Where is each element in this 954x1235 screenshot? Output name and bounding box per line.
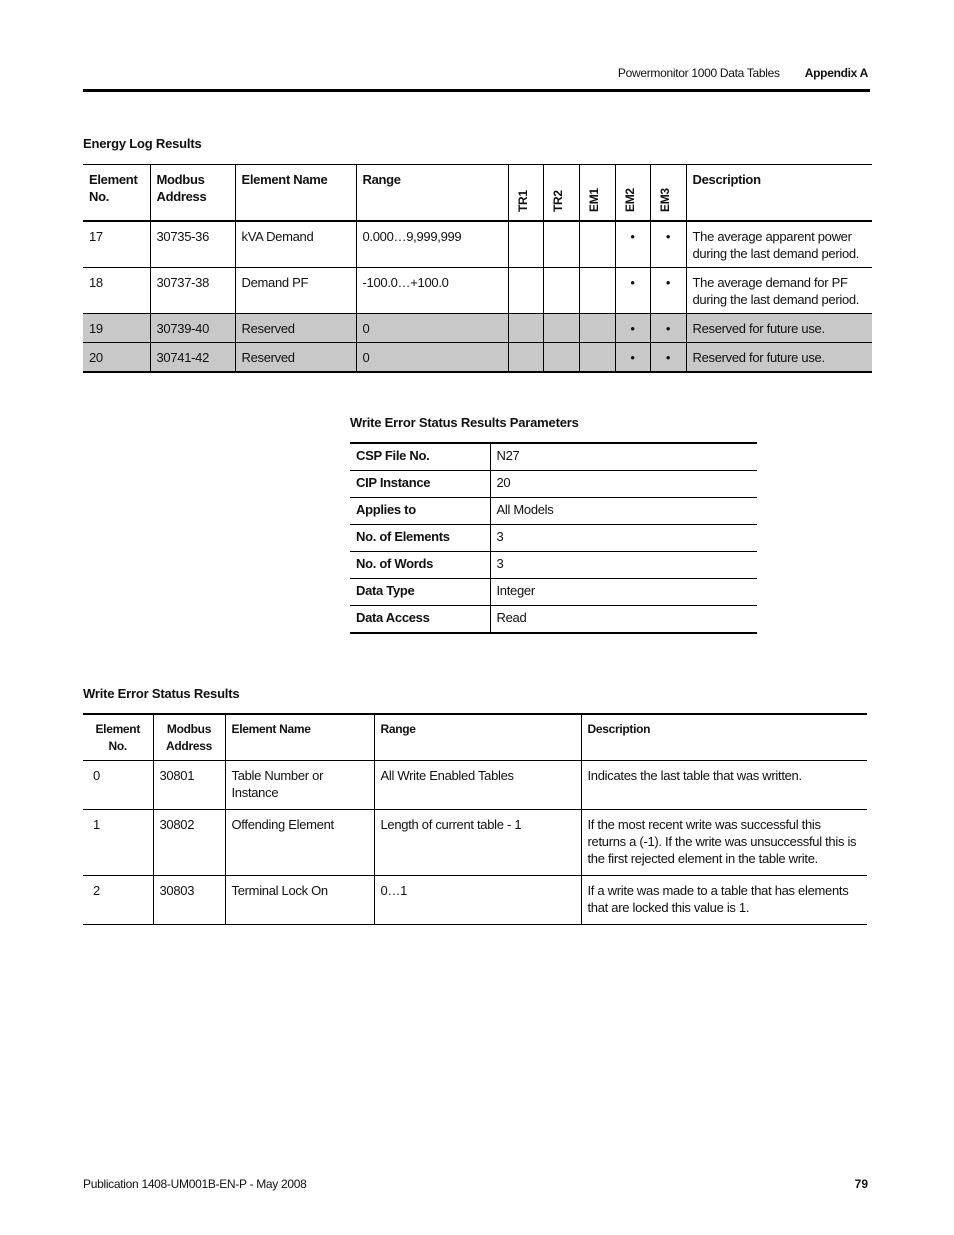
em1-cell <box>579 268 615 314</box>
table-row <box>83 761 867 810</box>
em2-cell: • <box>615 268 650 314</box>
range-cell: 0…1 <box>374 876 581 925</box>
table-row <box>83 314 872 343</box>
modbus-address-cell: 30801 <box>153 761 225 810</box>
description-cell: If the most recent write was successful this returns a (-1). If the write was unsuccessful this is the first rejected element in the table write. <box>581 810 867 876</box>
modbus-address-cell: 30739-40 <box>150 314 235 343</box>
param-row <box>350 552 757 579</box>
col-em2: EM2 <box>615 165 650 222</box>
col-range: Range <box>356 165 508 222</box>
param-value: All Models <box>490 498 757 525</box>
col-element-name: Element Name <box>225 714 374 761</box>
param-label: CIP Instance <box>350 471 490 498</box>
col-description: Description <box>581 714 867 761</box>
modbus-address-cell: 30741-42 <box>150 343 235 373</box>
range-cell: 0 <box>356 343 508 373</box>
param-label: CSP File No. <box>356 448 430 463</box>
energy-log-heading: Energy Log Results <box>83 136 202 151</box>
tr2-cell <box>543 314 579 343</box>
description-cell: If a write was made to a table that has elements that are locked this value is 1. <box>581 876 867 925</box>
table-row <box>83 810 867 876</box>
range-cell: -100.0…+100.0 <box>356 268 508 314</box>
tr1-cell <box>508 314 543 343</box>
tr1-cell <box>508 343 543 373</box>
em1-cell <box>579 343 615 373</box>
element-name-cell: Reserved <box>235 343 356 373</box>
param-row <box>350 471 757 498</box>
range-cell: 0.000…9,999,999 <box>356 221 508 268</box>
running-header <box>618 66 868 80</box>
param-value: N27 <box>490 443 757 471</box>
range-cell: 0 <box>356 314 508 343</box>
element-name-cell: Reserved <box>235 314 356 343</box>
param-label: No. of Words <box>350 552 490 579</box>
element-no-cell: 20 <box>83 343 150 373</box>
col-range: Range <box>374 714 581 761</box>
em2-cell: • <box>615 343 650 373</box>
table-row <box>83 876 867 925</box>
table-row <box>83 221 872 268</box>
description-cell: The average apparent power during the last demand period. <box>686 221 872 268</box>
write-error-table <box>83 713 867 925</box>
element-no-cell: 1 <box>83 810 153 876</box>
element-name-cell: Offending Element <box>225 810 374 876</box>
element-name-cell: Terminal Lock On <box>225 876 374 925</box>
modbus-address-cell: 30737-38 <box>150 268 235 314</box>
description-cell: Reserved for future use. <box>686 343 872 373</box>
param-row <box>350 525 757 552</box>
range-cell: Length of current table - 1 <box>374 810 581 876</box>
write-error-heading: Write Error Status Results <box>83 686 240 701</box>
element-no-cell: 2 <box>83 876 153 925</box>
em3-cell: • <box>650 221 686 268</box>
document-title: Powermonitor 1000 Data Tables <box>617 66 780 80</box>
col-element-name: Element Name <box>235 165 356 222</box>
param-row <box>350 498 757 525</box>
params-table <box>350 442 757 634</box>
param-label: Data Type <box>350 579 490 606</box>
description-cell: Indicates the last table that was written. <box>581 761 867 810</box>
energy-log-header-row <box>83 165 872 222</box>
col-em1: EM1 <box>579 165 615 222</box>
page-number: 79 <box>854 1177 868 1191</box>
param-value: 20 <box>490 471 757 498</box>
param-label: Applies to <box>350 498 490 525</box>
tr2-cell <box>543 221 579 268</box>
table-row <box>83 268 872 314</box>
energy-log-table <box>83 164 872 373</box>
element-no-cell: 17 <box>83 221 150 268</box>
tr1-cell <box>508 268 543 314</box>
em3-cell: • <box>650 343 686 373</box>
element-no-cell: 19 <box>83 314 150 343</box>
element-name-cell: Demand PF <box>235 268 356 314</box>
tr2-cell <box>543 343 579 373</box>
em1-cell <box>579 221 615 268</box>
em3-cell: • <box>650 268 686 314</box>
param-value: Read <box>490 606 757 634</box>
publication-footer: Publication 1408-UM001B-EN-P - May 2008 <box>83 1177 307 1191</box>
tr2-cell <box>543 268 579 314</box>
col-tr2: TR2 <box>543 165 579 222</box>
tr1-cell <box>508 221 543 268</box>
col-tr1: TR1 <box>508 165 543 222</box>
element-no-cell: 18 <box>83 268 150 314</box>
table-row <box>83 343 872 373</box>
range-cell: All Write Enabled Tables <box>374 761 581 810</box>
description-cell: The average demand for PF during the last demand period. <box>686 268 872 314</box>
param-value: Integer <box>490 579 757 606</box>
modbus-address-cell: 30735-36 <box>150 221 235 268</box>
col-em3: EM3 <box>650 165 686 222</box>
em2-cell: • <box>615 314 650 343</box>
col-element-no: Element No. <box>83 165 150 222</box>
description-cell: Reserved for future use. <box>686 314 872 343</box>
param-value: 3 <box>490 552 757 579</box>
params-heading: Write Error Status Results Parameters <box>350 415 579 430</box>
col-modbus-address: Modbus Address <box>150 165 235 222</box>
param-row <box>350 443 757 471</box>
element-name-cell: Table Number or Instance <box>225 761 374 810</box>
param-label: Data Access <box>350 606 490 634</box>
appendix-label: Appendix A <box>804 66 868 80</box>
modbus-address-cell: 30803 <box>153 876 225 925</box>
param-value: 3 <box>490 525 757 552</box>
modbus-address-cell: 30802 <box>153 810 225 876</box>
element-no-cell: 0 <box>83 761 153 810</box>
col-element-no: Element No. <box>83 714 153 761</box>
param-label: No. of Elements <box>350 525 490 552</box>
param-row <box>350 579 757 606</box>
element-name-cell: kVA Demand <box>235 221 356 268</box>
em2-cell: • <box>615 221 650 268</box>
col-description: Description <box>686 165 872 222</box>
header-rule <box>83 89 870 92</box>
write-error-header-row <box>83 714 867 761</box>
em1-cell <box>579 314 615 343</box>
em3-cell: • <box>650 314 686 343</box>
col-modbus-address: Modbus Address <box>153 714 225 761</box>
param-row <box>350 606 757 634</box>
